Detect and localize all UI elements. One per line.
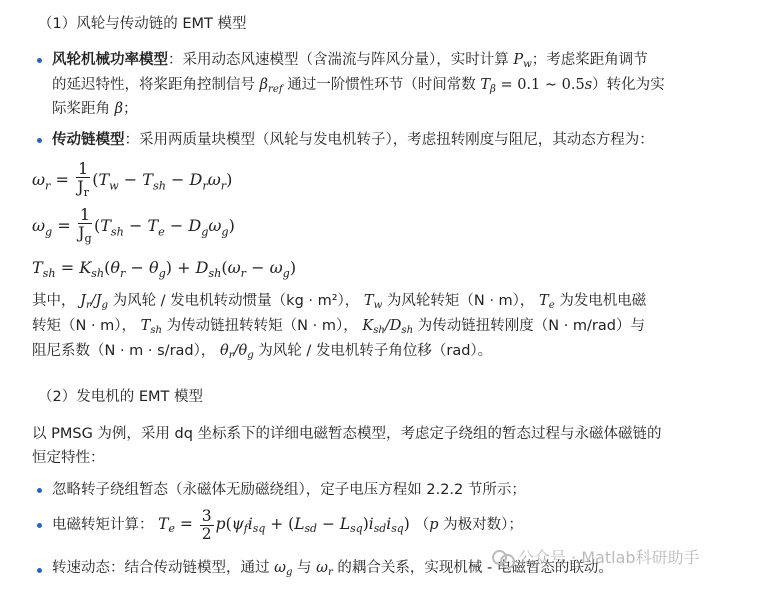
bullet-5-text: 转速动态：结合传动链模型，通过 bbox=[52, 560, 270, 576]
para-1-text: 其中， bbox=[32, 293, 76, 309]
bullet-2-text: ：采用两质量块模型（风轮与发电机转子），考虑扭转刚度与阻尼，其动态方程为： bbox=[124, 132, 654, 148]
bullet-1-line-1 bbox=[52, 50, 648, 75]
para-2-line-1: 以 PMSG 为例，采用 dq 坐标系下的详细电磁暂态模型，考虑定子绕组的暂态过程与永磁体磁链的 bbox=[32, 426, 662, 442]
para-1-line-3 bbox=[32, 341, 492, 366]
section-2-title: （2）发电机的 EMT 模型 bbox=[38, 389, 203, 405]
bullet-dot bbox=[37, 138, 42, 143]
math-omega-g: $\omega_g$ bbox=[274, 560, 293, 578]
bullet-5-text: 与 bbox=[297, 560, 312, 576]
para-2-line-2: 恒定特性： bbox=[32, 450, 105, 466]
watermark bbox=[492, 545, 700, 568]
math-beta-ref: $\beta_{ref}$ bbox=[259, 77, 283, 95]
bullet-3-line: 忽略转子绕组暂态（永磁体无励磁绕组），定子电压方程如 2.2.2 节所示； bbox=[52, 482, 526, 498]
math-jr-jg: $J_r/J_g$ bbox=[80, 293, 108, 311]
bullet-4-text: （ bbox=[414, 517, 430, 533]
bullet-1-text: 通过一阶惯性环节（时间常数 bbox=[287, 77, 476, 93]
para-1-line-2 bbox=[32, 316, 645, 341]
para-1-text: 为传动链扭转刚度（N · m/rad）与 bbox=[417, 318, 645, 334]
math-tw: $T_w$ bbox=[363, 293, 383, 311]
watermark-text: 公众号 · Matlab科研助手 bbox=[518, 548, 700, 567]
math-t-beta: $T_\beta = 0.1$ ∼ 0.5s bbox=[480, 77, 593, 95]
bullet-dot bbox=[37, 58, 42, 63]
math-beta: β bbox=[114, 101, 123, 117]
math-omega-r: $\omega_r$ bbox=[316, 560, 333, 578]
math-theta: $\theta_r/\theta_g$ bbox=[219, 343, 254, 361]
bullet-dot bbox=[37, 523, 42, 528]
bullet-1-label: 风轮机械功率模型 bbox=[52, 52, 168, 68]
bullet-5-text: 的耦合关系，实现机械 - 电磁暂态的联动。 bbox=[337, 560, 613, 576]
para-1-text: 为传动链扭转转矩（N · m）， bbox=[166, 318, 358, 334]
equation-omega-g: $\omega_g$ = $\frac{1}{J_g}$ $(T_{sh} - T_e - D_g\omega_g)$ bbox=[32, 205, 235, 246]
para-1-text: 阻尼系数（N · m · s/rad）， bbox=[32, 343, 216, 359]
equation-omega-r: $\omega_r$ = $\frac{1}{J_r}$ $(T_w - T_{sh} - D_r\omega_r)$ bbox=[32, 159, 233, 200]
bullet-4-text: 为极对数）； bbox=[443, 517, 523, 533]
bullet-4-label: 电磁转矩计算： bbox=[52, 517, 154, 533]
bullet-1-line-3 bbox=[52, 99, 138, 119]
section-1-title: （1）风轮与传动链的 EMT 模型 bbox=[38, 16, 247, 32]
bullet-1-text: ）转化为实 bbox=[592, 77, 665, 93]
para-1-line-1 bbox=[32, 291, 646, 316]
para-1-text: 转矩（N · m）， bbox=[32, 318, 137, 334]
bullet-1-text: ：采用动态风速模型（含湍流与阵风分量），实时计算 bbox=[168, 52, 509, 68]
math-ksh-dsh: $K_{sh}/D_{sh}$ bbox=[362, 318, 414, 336]
bullet-1-text: ； bbox=[123, 101, 138, 117]
bullet-2-line bbox=[52, 130, 654, 150]
bullet-1-text: ；考虑桨距角调节 bbox=[531, 52, 648, 68]
para-1-text: 为风轮 / 发电机转子角位移（rad）。 bbox=[258, 343, 493, 359]
bullet-1-text: 的延迟特性，将桨距角控制信号 bbox=[52, 77, 255, 93]
bullet-2-label: 传动链模型 bbox=[52, 132, 125, 148]
math-pw: $P_w$ bbox=[513, 52, 532, 70]
math-te: $T_e$ bbox=[539, 293, 555, 311]
bullet-dot bbox=[37, 568, 42, 573]
math-p: p bbox=[429, 517, 439, 533]
bullet-4-line bbox=[52, 504, 523, 549]
bullet-dot bbox=[37, 488, 42, 493]
equation-t-sh: $T_{sh} = K_{sh}(\theta_r - \theta_g) + D_{sh}(\omega_r - \omega_g)$ bbox=[32, 258, 297, 281]
para-1-text: 为风轮 / 发电机转动惯量（kg · m²）， bbox=[112, 293, 360, 309]
bullet-1-text: 际桨距角 bbox=[52, 101, 110, 117]
wechat-icon bbox=[492, 550, 512, 566]
math-te-formula: $T_e$ = $\frac{3}{2}$ $p(\psi_fi_{sq} + (L_{sd} - L_{sq})i_{sd}i_{sq})$ bbox=[158, 506, 410, 543]
bullet-1-line-2 bbox=[52, 75, 665, 100]
para-1-text: 为发电机电磁 bbox=[559, 293, 647, 309]
para-1-text: 为风轮转矩（N · m）， bbox=[386, 293, 535, 309]
math-tsh: $T_{sh}$ bbox=[140, 318, 163, 336]
